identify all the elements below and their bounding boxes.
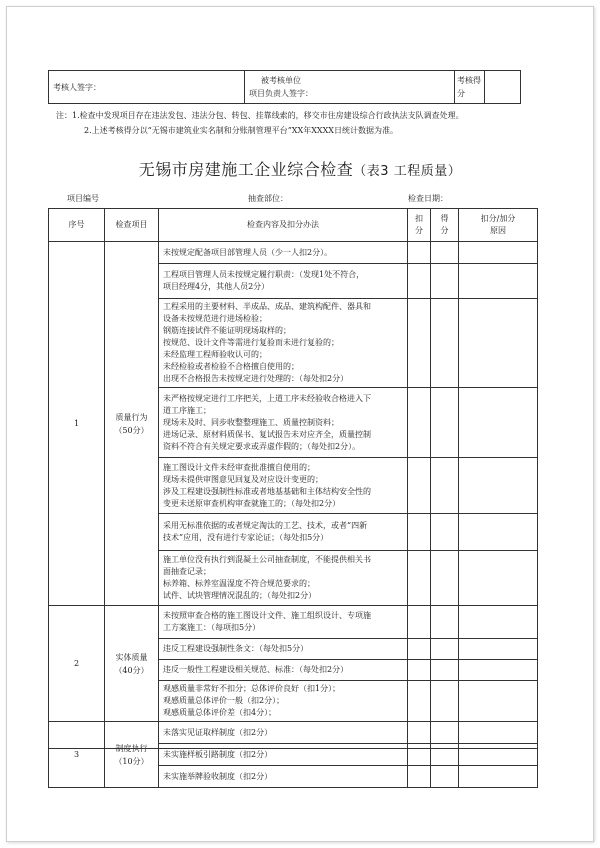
check-item-line: 观感质量总体评价差（扣4分）；: [163, 708, 277, 717]
score-cell[interactable]: [431, 514, 459, 551]
score-cell[interactable]: [431, 242, 459, 264]
table-row: [49, 722, 538, 744]
reason-cell[interactable]: [459, 722, 538, 744]
score-cell[interactable]: [431, 606, 459, 639]
reason-cell[interactable]: [459, 458, 538, 514]
section-seq: 1: [49, 242, 105, 606]
deduct-cell[interactable]: [408, 660, 431, 681]
score-cell[interactable]: [431, 681, 459, 722]
notes: [56, 108, 550, 138]
section-name: 制度执行: [115, 743, 148, 753]
check-item: [159, 388, 408, 458]
table-row: [49, 606, 538, 639]
section-category: [105, 606, 159, 722]
unit-cell[interactable]: [245, 71, 455, 104]
section-category: [105, 722, 159, 788]
check-item-line: 工程项目管理人员未按规定履行职责：（发现1处不符合，: [163, 270, 365, 279]
score-cell[interactable]: [431, 388, 459, 458]
header-content: 检查内容及扣分办法: [159, 209, 408, 242]
section-seq: 2: [49, 606, 105, 722]
reason-cell[interactable]: [459, 242, 538, 264]
check-item-line: 现场未提供审图意见回复及对应设计变更的；: [163, 474, 323, 484]
header-category: 检查项目: [105, 209, 159, 242]
reason-cell[interactable]: [459, 744, 538, 766]
deduct-cell[interactable]: [408, 514, 431, 551]
check-date-label: 检查日期：: [408, 194, 448, 203]
page-cutoff-line: [48, 748, 537, 749]
check-item-line: 未落实见证取样制度（扣2分）: [163, 727, 273, 737]
project-no-label: 项目编号: [67, 194, 99, 203]
check-item-line: 未经检验或者检验不合格擅自使用的；: [163, 362, 299, 371]
check-item: [159, 551, 408, 606]
check-item: [159, 264, 408, 299]
check-item-line: 涉及工程建设强制性标准或者地基基础和主体结构安全性的: [163, 486, 371, 496]
deduct-cell[interactable]: [408, 639, 431, 660]
check-item-line: 未按规定配备项目部管理人员（少一人扣2分）。: [163, 247, 333, 257]
check-item-line: 道工序施工；: [163, 405, 211, 415]
check-item-line: 按规范、设计文件等需进行复验而未进行复验的；: [163, 338, 339, 347]
deduct-cell[interactable]: [408, 299, 431, 388]
check-item: [159, 242, 408, 264]
check-item-line: 施工图设计文件未经审查批准擅自使用的；: [163, 462, 315, 472]
check-item: [159, 299, 408, 388]
check-item-line: 违反工程建设强制性条文：（每处扣5分）: [163, 644, 309, 653]
check-item-line: 技术”应用，没有进行专家论证；（每处扣5分）: [163, 533, 329, 542]
check-item-line: 采用无标准依据的或者规定淘汰的工艺、技术，或者“四新: [163, 521, 368, 530]
inspection-table: [48, 208, 538, 788]
check-item-line: 未经监理工程师验收认可的；: [163, 350, 267, 359]
reason-cell[interactable]: [459, 766, 538, 788]
check-item: [159, 514, 408, 551]
reason-cell[interactable]: [459, 681, 538, 722]
check-item: [159, 458, 408, 514]
check-item-line: 工程采用的主要材料、半成品、成品、建筑构配件、器具和: [163, 302, 371, 311]
check-item: [159, 606, 408, 639]
reason-cell[interactable]: [459, 660, 538, 681]
signature-table: [48, 70, 521, 104]
check-item-line: 观感质量非常好不扣分；总体评价良好（扣1分）；: [163, 684, 341, 693]
check-item: [159, 681, 408, 722]
check-item-line: 观感质量总体评价一般（扣2分）；: [163, 696, 285, 705]
score-cell[interactable]: [431, 766, 459, 788]
deduct-cell[interactable]: [408, 551, 431, 606]
score-cell[interactable]: [431, 722, 459, 744]
header-reason: 扣分/加分原因: [459, 209, 538, 242]
check-item-line: 进场记录、原材料质保书、复试报告未对应齐全，质量控制: [163, 429, 371, 439]
deduct-cell[interactable]: [408, 722, 431, 744]
table-row: [49, 242, 538, 264]
check-item-line: 变更未送原审查机构审查就施工的；（每处扣2分）: [163, 498, 341, 508]
check-item-line: 面抽查记录；: [163, 567, 211, 576]
check-item-line: 工方案施工：（每项扣5分）: [163, 623, 261, 632]
check-item-line: 设备未按规范进行进场检验；: [163, 314, 267, 323]
unit-label: 被考核单位: [261, 76, 301, 85]
header-deduct: 扣分: [408, 209, 431, 242]
deduct-cell[interactable]: [408, 388, 431, 458]
section-points: （50分）: [114, 425, 149, 435]
score-cell[interactable]: [431, 264, 459, 299]
reason-cell[interactable]: [459, 606, 538, 639]
check-item: [159, 744, 408, 766]
reason-cell[interactable]: [459, 388, 538, 458]
unit-manager-signature-label: 项目负责人签字：: [249, 89, 313, 98]
check-part-label: 抽查部位：: [248, 194, 288, 203]
score-label-cell: [455, 71, 485, 104]
check-item-line: 资料不符合有关规定要求或弄虚作假的；（每处扣2分）。: [163, 441, 361, 451]
deduct-cell[interactable]: [408, 264, 431, 299]
check-item: [159, 766, 408, 788]
check-item-line: 未按照审查合格的施工图设计文件、施工组织设计、专项施: [163, 611, 371, 620]
deduct-cell[interactable]: [408, 744, 431, 766]
page-title: [0, 157, 600, 180]
header-score: 得分: [431, 209, 459, 242]
section-points: （10分）: [114, 756, 149, 766]
title-sub: （表3 工程质量）: [353, 164, 462, 179]
score-cell[interactable]: [431, 551, 459, 606]
reason-cell[interactable]: [459, 264, 538, 299]
score-cell[interactable]: [431, 458, 459, 514]
check-item-line: 钢筋连接试件不能证明现场取样的；: [163, 326, 291, 335]
check-item: [159, 639, 408, 660]
section-category: [105, 242, 159, 606]
deduct-cell[interactable]: [408, 242, 431, 264]
check-item-line: 未严格按规定进行工序把关，上道工序未经验收合格进入下: [163, 393, 371, 403]
score-value-cell[interactable]: [485, 71, 521, 104]
check-item-line: 未实施举牌验收制度（扣2分）: [163, 771, 273, 781]
examiner-signature-label: 考核人签字：: [53, 82, 101, 92]
deduct-cell[interactable]: [408, 606, 431, 639]
reason-cell[interactable]: [459, 639, 538, 660]
check-item-line: 项目经理4分，其他人员2分）: [163, 282, 270, 291]
deduct-cell[interactable]: [408, 681, 431, 722]
score-cell[interactable]: [431, 744, 459, 766]
note-1: 注：1.检查中发现项目存在违法发包、违法分包、转包、挂靠线索的，移交市住房建设综合行政执法支队调查处理。: [56, 111, 464, 120]
score-cell[interactable]: [431, 299, 459, 388]
deduct-cell[interactable]: [408, 458, 431, 514]
score-label: 考核得分: [457, 76, 481, 98]
check-item-line: 标养箱、标养室温湿度不符合规范要求的；: [163, 579, 315, 588]
check-item-line: 现场未及时、同步收整整理施工、质量控制资料；: [163, 417, 339, 427]
examiner-signature-cell[interactable]: [49, 71, 245, 104]
section-seq: 3: [49, 722, 105, 788]
check-item: [159, 722, 408, 744]
header-seq: 序号: [49, 209, 105, 242]
score-cell[interactable]: [431, 660, 459, 681]
check-item-line: 试件、试块管理情况混乱的；（每处扣2分）: [163, 591, 317, 600]
title-main: 无锡市房建施工企业综合检查: [138, 160, 354, 179]
section-name: 质量行为: [115, 412, 148, 422]
reason-cell[interactable]: [459, 514, 538, 551]
check-item-line: 出现不合格报告未按规定进行处理的：（每处扣2分）: [163, 374, 349, 383]
score-cell[interactable]: [431, 639, 459, 660]
reason-cell[interactable]: [459, 299, 538, 388]
check-item-line: 未实施样板引路制度（扣2分）: [163, 749, 273, 759]
reason-cell[interactable]: [459, 551, 538, 606]
deduct-cell[interactable]: [408, 766, 431, 788]
section-points: （40分）: [114, 665, 149, 675]
note-2: 2.上述考核得分以“无锡市建筑业实名制和分账制管理平台”XX年XXXX日统计数据为准。: [84, 126, 398, 135]
check-item-line: 违反一般性工程建设相关规范、标准：（每处扣2分）: [163, 665, 349, 674]
section-name: 实体质量: [115, 652, 148, 662]
check-item-line: 施工单位没有执行到混凝土公司抽查制度，不能提供相关书: [163, 555, 371, 564]
check-item: [159, 660, 408, 681]
